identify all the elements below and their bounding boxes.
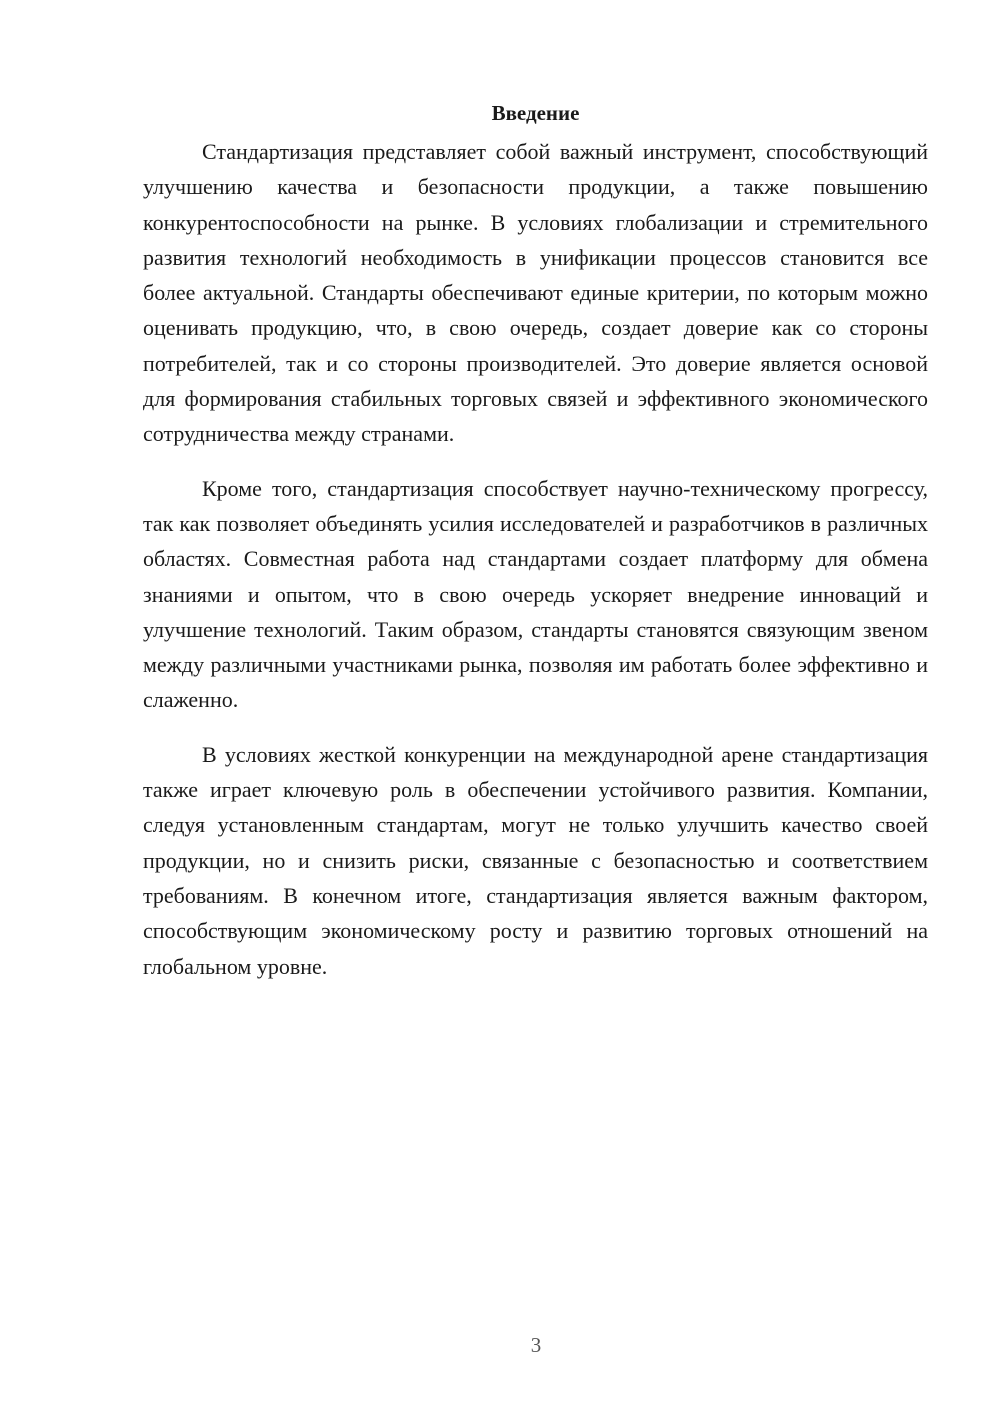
paragraph-3: В условиях жесткой конкуренции на международной арене стандартизация также играет ключевую роль в обеспечении устойчивого развития. Компании, следуя установленным стандартам, могут не только улучшить качество своей продукции, но и снизить риски, связанные с безопасностью и соответствием требованиям. В конечном итоге, стандартизация является важным фактором, способствующим экономическому росту и развитию торговых отношений на глобальном уровне.: [143, 741, 928, 979]
paragraph-1: Стандартизация представляет собой важный инструмент, способствующий улучшению качества и безопасности продукции, а также повышению конкурентоспособности на рынке. В условиях глобализации и стремительного развития технологий необходимость в унификации процессов становится все более актуальной. Стандарты обеспечивают единые критерии, по которым можно оценивать продукцию, что, в свою очередь, создает доверие как со стороны потребителей, так и со стороны производителей. Это доверие является основой для формирования стабильных торговых связей и эффективного экономического сотрудничества между странами.: [143, 139, 928, 447]
paragraph-2: Кроме того, стандартизация способствует научно-техническому прогрессу, так как позволяет объединять усилия исследователей и разработчиков в различных областях. Совместная работа над стандартами создает платформу для обмена знаниями и опытом, что в свою очередь ускоряет внедрение инноваций и улучшение технологий. Таким образом, стандарты становятся связующим звеном между различными участниками рынка, позволяя им работать более эффективно и слаженно.: [143, 475, 928, 713]
page-number: 3: [530, 1333, 542, 1357]
section-title: Введение: [491, 101, 580, 125]
document-body: [143, 96, 928, 984]
